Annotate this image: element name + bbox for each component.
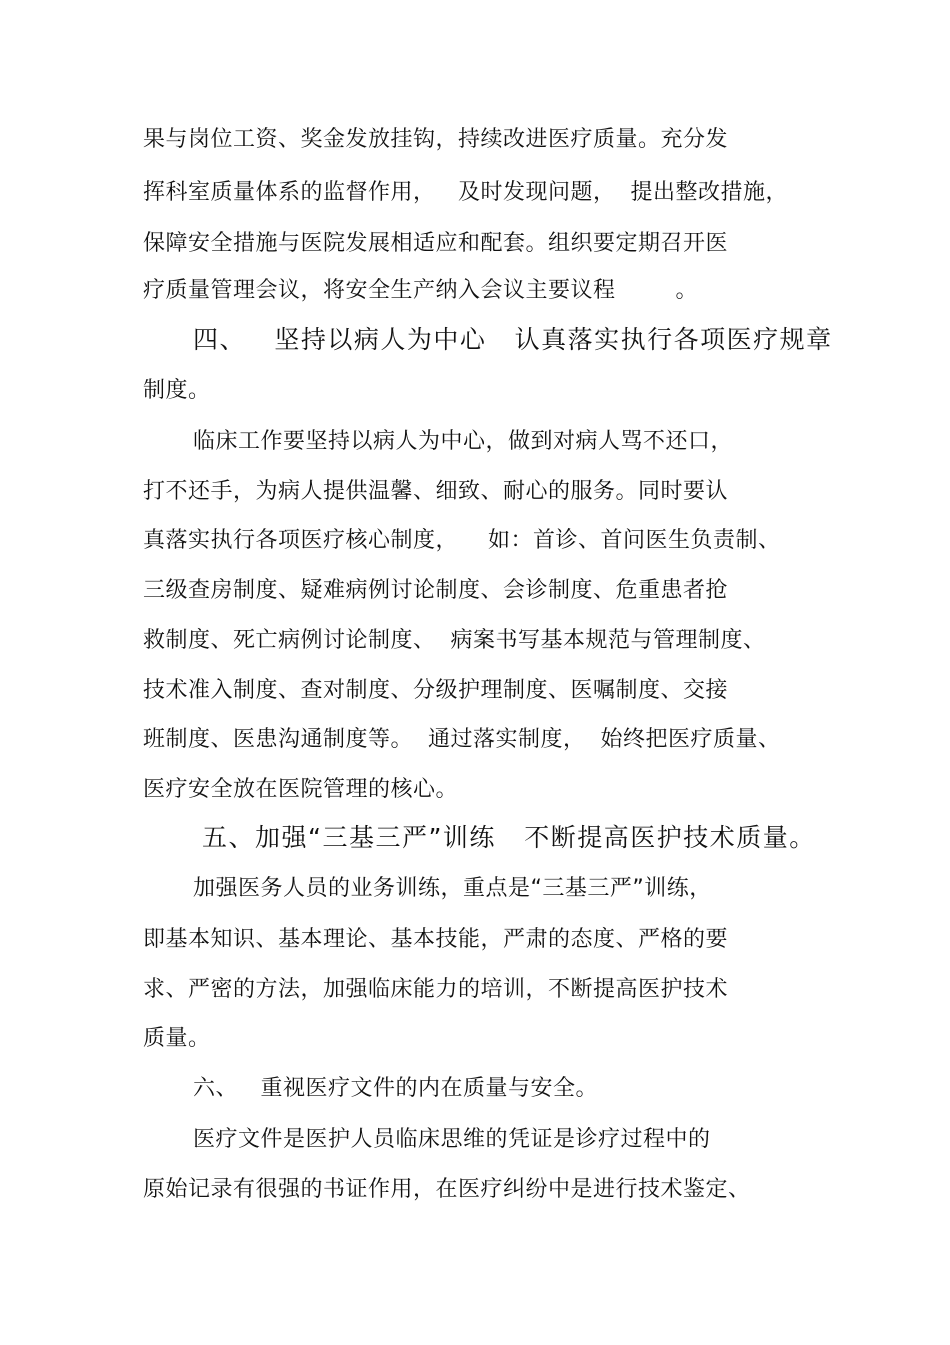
- section-heading-6: 六、 重视医疗文件的内在质量与安全。: [193, 1076, 598, 1101]
- paragraph-line: 保障安全措施与医院发展相适应和配套。组织要定期召开医: [143, 231, 729, 256]
- paragraph-line: 三级查房制度、疑难病例讨论制度、会诊制度、危重患者抢: [143, 578, 729, 603]
- section-heading-5: 五、加强“三基三严”训练 不断提高医护技术质量。: [202, 823, 816, 852]
- paragraph-line: 原始记录有很强的书证作用，在医疗纠纷中是进行技术鉴定、: [143, 1177, 751, 1202]
- paragraph-line: 班制度、医患沟通制度等。 通过落实制度， 始终把医疗质量、: [143, 727, 781, 752]
- paragraph-line: 技术准入制度、查对制度、分级护理制度、医嘱制度、交接: [143, 678, 729, 703]
- paragraph-line: 临床工作要坚持以病人为中心，做到对病人骂不还口，: [193, 429, 734, 454]
- paragraph-line: 救制度、死亡病例讨论制度、 病案书写基本规范与管理制度、: [143, 628, 766, 653]
- paragraph-line: 医疗安全放在医院管理的核心。: [143, 777, 459, 802]
- paragraph-line: 加强医务人员的业务训练，重点是“三基三严”训练，: [193, 876, 712, 901]
- paragraph-line: 制度。: [143, 378, 211, 403]
- paragraph-line: 质量。: [143, 1026, 211, 1051]
- paragraph-line: 医疗文件是医护人员临床思维的凭证是诊疗过程中的: [193, 1127, 711, 1152]
- paragraph-line: 即基本知识、基本理论、基本技能，严肃的态度、严格的要: [143, 927, 729, 952]
- paragraph-line: 疗质量管理会议，将安全生产纳入会议主要议程 。: [143, 278, 698, 303]
- paragraph-line: 真落实执行各项医疗核心制度， 如：首诊、首问医生负责制、: [143, 528, 781, 553]
- paragraph-line: 求、严密的方法，加强临床能力的培训，不断提高医护技术: [143, 977, 729, 1002]
- paragraph-line: 挥科室质量体系的监督作用， 及时发现问题， 提出整改措施，: [143, 180, 788, 205]
- paragraph-line: 打不还手，为病人提供温馨、细致、耐心的服务。同时要认: [143, 479, 729, 504]
- section-heading-4: 四、 坚持以病人为中心 认真落实执行各项医疗规章: [193, 325, 833, 354]
- paragraph-line: 果与岗位工资、奖金发放挂钩，持续改进医疗质量。充分发: [143, 127, 729, 152]
